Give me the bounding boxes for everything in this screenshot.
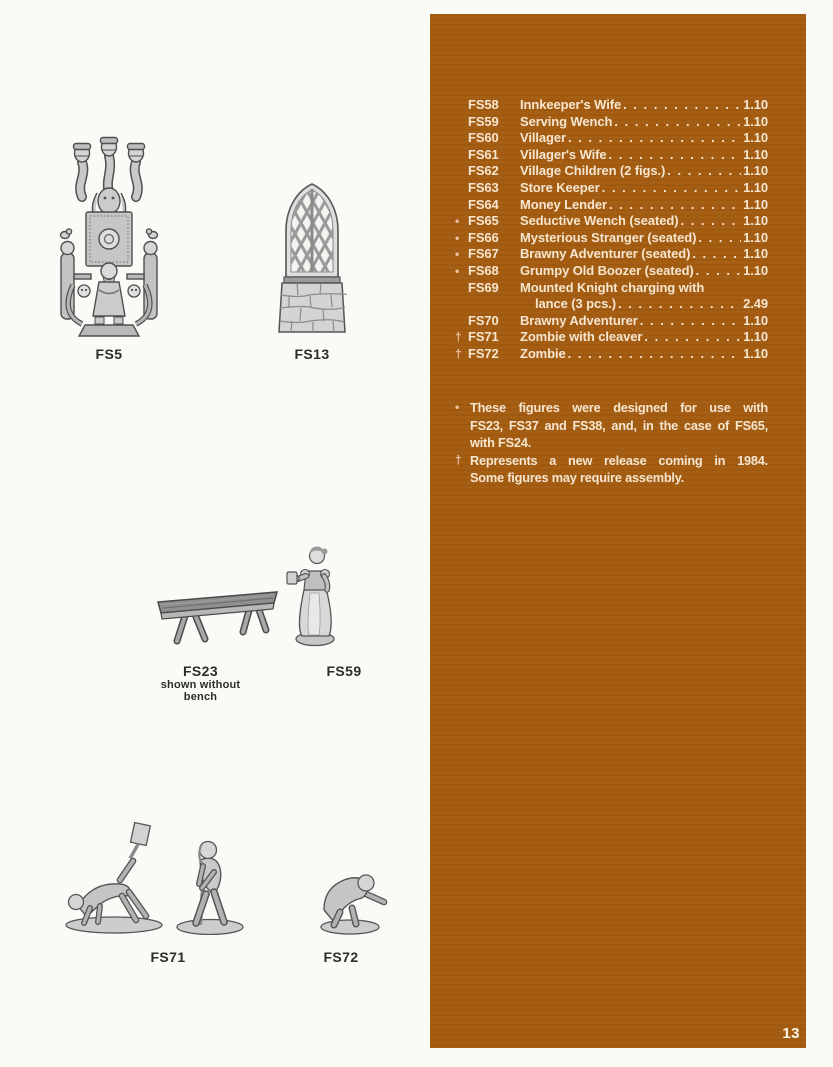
figure-label-fs5: FS5 bbox=[95, 346, 123, 362]
figure-fs71 bbox=[62, 822, 252, 965]
footnote-marker: • bbox=[455, 400, 460, 414]
dot-leader bbox=[623, 97, 741, 114]
footnote-line: FS23, FS37 and FS38, and, in the case of FS65, bbox=[470, 417, 768, 433]
item-price: 1.10 bbox=[743, 229, 768, 245]
figure-fs5 bbox=[55, 135, 163, 362]
item-name: Innkeeper's Wife bbox=[520, 97, 622, 112]
row-marker: † bbox=[455, 346, 462, 361]
footnote-marker: † bbox=[455, 452, 462, 467]
price-row-fs71 bbox=[455, 329, 768, 346]
figure-sublabel-fs23: shown without bench bbox=[160, 679, 241, 703]
price-row-fs59 bbox=[455, 114, 768, 131]
miniature-photo-serving-wench-fs59 bbox=[286, 538, 342, 648]
item-name-area bbox=[520, 130, 768, 147]
item-price: 2.49 bbox=[743, 296, 768, 312]
item-price: 1.10 bbox=[743, 345, 768, 361]
item-name-area bbox=[520, 263, 768, 280]
footnote-line: Some figures may require assembly. bbox=[470, 470, 685, 485]
dot-leader bbox=[680, 213, 741, 230]
dot-leader bbox=[568, 346, 741, 363]
price-row-fs72 bbox=[455, 346, 768, 363]
miniature-photo-zombie-fs72 bbox=[310, 850, 390, 935]
dot-leader bbox=[602, 180, 741, 197]
price-row-fs64 bbox=[455, 197, 768, 214]
item-name-area bbox=[520, 280, 768, 297]
item-name: Grumpy Old Boozer (seated) bbox=[520, 262, 694, 278]
item-price: 1.10 bbox=[743, 146, 768, 162]
item-name: Store Keeper bbox=[520, 179, 600, 195]
item-price: 1.10 bbox=[743, 113, 768, 129]
item-name-area bbox=[520, 296, 768, 313]
item-price: 1.10 bbox=[743, 312, 768, 328]
item-code: FS68 bbox=[468, 262, 499, 278]
item-name-continued: lance (3 pcs.) bbox=[535, 296, 616, 312]
figure-label-fs23: FS23 bbox=[182, 663, 219, 679]
price-row-fs70 bbox=[455, 313, 768, 330]
dot-leader bbox=[644, 329, 741, 346]
item-code: FS67 bbox=[468, 246, 499, 262]
item-name: Village Children (2 figs.) bbox=[520, 163, 666, 179]
item-code: FS65 bbox=[468, 213, 499, 229]
price-row-fs58 bbox=[455, 97, 768, 114]
item-code: FS64 bbox=[468, 196, 499, 212]
item-name: Villager's Wife bbox=[520, 146, 607, 162]
item-name-area bbox=[520, 97, 768, 114]
item-price: 1.10 bbox=[743, 196, 768, 212]
item-code: FS66 bbox=[468, 229, 499, 245]
item-name-area bbox=[520, 313, 768, 330]
price-row-fs60 bbox=[455, 130, 768, 147]
footnote-line: Represents a new release coming in 1984. bbox=[470, 452, 768, 468]
figure-label-fs71: FS71 bbox=[150, 949, 186, 965]
figure-fs23 bbox=[155, 580, 280, 703]
miniature-photo-table-fs23 bbox=[155, 580, 280, 645]
row-marker: • bbox=[455, 214, 460, 229]
figure-fs59 bbox=[286, 538, 362, 679]
row-marker: • bbox=[455, 263, 460, 278]
item-name: Zombie with cleaver bbox=[520, 329, 643, 345]
item-price: 1.10 bbox=[743, 246, 768, 262]
price-row-fs61 bbox=[455, 147, 768, 164]
item-name: Seductive Wench (seated) bbox=[520, 213, 679, 229]
item-name: Mysterious Stranger (seated) bbox=[520, 229, 697, 245]
price-row-fs69 bbox=[455, 280, 768, 297]
item-name: Serving Wench bbox=[520, 113, 613, 129]
footnote-text bbox=[470, 399, 768, 452]
item-price: 1.10 bbox=[743, 130, 768, 146]
item-name-area bbox=[520, 213, 768, 230]
figure-fs72 bbox=[310, 850, 390, 965]
row-marker: † bbox=[455, 330, 462, 345]
figure-label-fs13: FS13 bbox=[294, 346, 330, 362]
footnote bbox=[455, 452, 768, 487]
dot-leader bbox=[692, 246, 741, 263]
figure-label-fs72: FS72 bbox=[323, 949, 359, 965]
figure-fs13 bbox=[277, 182, 347, 362]
item-name-area bbox=[520, 147, 768, 164]
price-row-fs62 bbox=[455, 163, 768, 180]
item-name-area bbox=[520, 114, 768, 131]
item-code: FS61 bbox=[468, 146, 499, 162]
page-number: 13 bbox=[782, 1025, 800, 1042]
price-panel bbox=[430, 14, 806, 1048]
item-name: Brawny Adventurer bbox=[520, 312, 638, 328]
item-code: FS72 bbox=[468, 345, 499, 361]
price-row-fs69-line2 bbox=[455, 296, 768, 313]
footnote-text bbox=[470, 452, 768, 487]
row-marker: • bbox=[455, 247, 460, 262]
item-name-area bbox=[520, 329, 768, 346]
dot-leader bbox=[614, 114, 741, 131]
miniature-photo-window-fs13 bbox=[277, 182, 347, 335]
item-code: FS70 bbox=[468, 312, 499, 328]
price-row-fs67 bbox=[455, 246, 768, 263]
item-name: Villager bbox=[520, 130, 566, 146]
item-price: 1.10 bbox=[743, 163, 768, 179]
dot-leader bbox=[609, 197, 741, 214]
item-price: 1.10 bbox=[743, 329, 768, 345]
row-marker: • bbox=[455, 230, 460, 245]
item-name: Mounted Knight charging with bbox=[520, 279, 705, 295]
item-code: FS58 bbox=[468, 97, 499, 112]
item-code: FS69 bbox=[468, 279, 499, 295]
item-price: 1.10 bbox=[743, 97, 768, 112]
item-code: FS63 bbox=[468, 179, 499, 195]
price-row-fs63 bbox=[455, 180, 768, 197]
miniature-photo-zombies-fs71 bbox=[62, 822, 252, 935]
miniature-photo-throne-fs5 bbox=[55, 135, 163, 340]
figure-label-fs59: FS59 bbox=[326, 663, 362, 679]
dot-leader bbox=[696, 263, 741, 280]
item-price: 1.10 bbox=[743, 213, 768, 229]
price-list bbox=[455, 97, 768, 363]
dot-leader bbox=[568, 130, 741, 147]
item-name-area bbox=[520, 163, 768, 180]
dot-leader bbox=[667, 163, 741, 180]
item-code: FS71 bbox=[468, 329, 499, 345]
item-name-area bbox=[520, 246, 768, 263]
item-code: FS62 bbox=[468, 163, 499, 179]
item-name-area bbox=[520, 197, 768, 214]
footnotes bbox=[455, 399, 768, 487]
item-price: 1.10 bbox=[743, 179, 768, 195]
item-code: FS59 bbox=[468, 113, 499, 129]
footnote-line: with FS24. bbox=[470, 435, 532, 450]
item-name-area bbox=[520, 346, 768, 363]
price-row-fs66 bbox=[455, 230, 768, 247]
item-name: Brawny Adventurer (seated) bbox=[520, 246, 691, 262]
price-row-fs68 bbox=[455, 263, 768, 280]
dot-leader bbox=[698, 230, 741, 247]
item-name-area bbox=[520, 180, 768, 197]
price-row-fs65 bbox=[455, 213, 768, 230]
item-name: Money Lender bbox=[520, 196, 607, 212]
footnote-line: These figures were designed for use with bbox=[470, 400, 768, 415]
footnote bbox=[455, 399, 768, 452]
dot-leader bbox=[618, 296, 741, 313]
item-name: Zombie bbox=[520, 345, 566, 361]
item-price: 1.10 bbox=[743, 262, 768, 278]
dot-leader bbox=[640, 313, 741, 330]
dot-leader bbox=[609, 147, 742, 164]
item-name-area bbox=[520, 230, 768, 247]
item-code: FS60 bbox=[468, 130, 499, 146]
